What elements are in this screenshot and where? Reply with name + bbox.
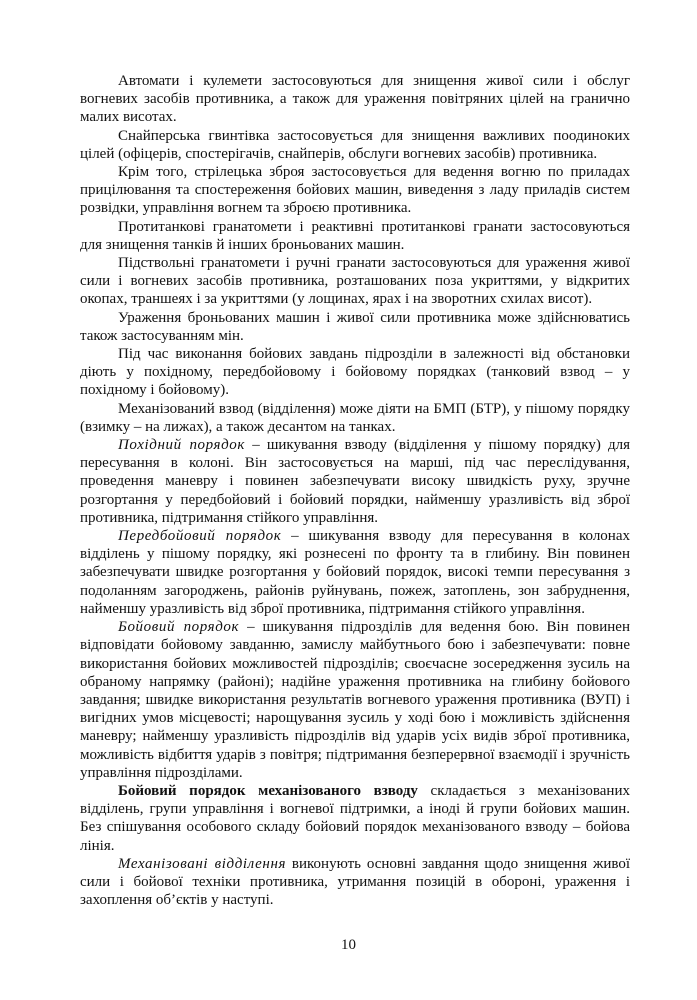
paragraph [80,400,630,436]
paragraph-text: Підствольні гранатомети і ручні гранати застосовуються для ураження живої сили і вогневих засобів противника, розташованих поза укриттями, у відкритих окопах, траншеях і за укриттями (у лощинах, ярах і на зворотних схилах висот). [80,255,630,308]
paragraph-text: Протитанкові гранатомети і реактивні протитанкові гранати застосовуються для знищення танків й інших броньованих машин. [80,218,630,253]
paragraph [80,163,630,218]
term-italic: Похідний порядок [118,437,246,454]
paragraph-march-order [80,436,630,527]
paragraph [80,218,630,254]
term-italic: Передбойовий порядок [118,528,282,545]
paragraph [80,345,630,400]
paragraph-text: Під час виконання бойових завдань підрозділи в залежності від обстановки діють у похідному, передбойовому і бойовому порядках (танковий взвод – у похідному і бойовому). [80,346,630,399]
paragraph-prebattle-order [80,527,630,618]
paragraph-text: Автомати і кулемети застосовуються для знищення живої сили і обслуг вогневих засобів противника, а також для ураження повітряних цілей на гранично малих висотах. [80,73,630,126]
paragraph [80,309,630,345]
paragraph-text: виконують основні завдання щодо знищення живої сили і бойової техніки противника, утримання позицій в обороні, ураження і захоплення об’єктів у наступі. [80,855,630,909]
body-text [80,72,630,909]
term-italic: Бойовий порядок [118,619,240,636]
paragraph [80,127,630,163]
paragraph-text: Крім того, стрілецька зброя застосовується для ведення вогню по приладах прицілювання та спостереження бойових машин, виведення з ладу приладів систем розвідки, управління вогнем та зброєю противника. [80,164,630,217]
paragraph-text: складається з механізованих відділень, групи управління і вогневої підтримки, а іноді й групи бойових машин. Без спішування особового складу бойовий порядок механізованого взводу – бойова лінія. [80,782,630,854]
paragraph-mechanized-squads [80,855,630,910]
page-number: 10 [341,937,356,953]
paragraph [80,254,630,309]
paragraph-platoon-battle-order [80,782,630,855]
paragraph-text: – шикування взводу (відділення у пішому порядку) для пересування в колоні. Він застосовується на марші, під час переслідування, проведення маневру і повинен забезпечувати високу швидкість руху, зручне розгортання у передбойовий і бойовий порядки, найменшу уразливість від зброї противника, підтримання стійкого управління. [80,437,630,526]
paragraph-text: Снайперська гвинтівка застосовується для знищення важливих поодиноких цілей (офіцерів, спостерігачів, снайперів, обслуги вогневих засобів) противника. [80,127,630,162]
paragraph-text: – шикування підрозділів для ведення бою. Він повинен відповідати бойовому завданню, замислу майбутнього бою і забезпечувати: повне використання бойових можливостей підрозділів; своєчасне зосередження зусиль на обраному напрямку (районі); надійне ураження противника на глибину бойового завдання; швидке використання результатів вогневого ураження противника (ВУП) і вигідних умов місцевості; нарощування зусиль у ході бою і можливість здійснення маневру; найменшу уразливість підрозділів від ударів усіх видів зброї противника, можливість відбиття ударів з повітря; підтримання безперервної взаємодії і зручність управління підрозділами. [80,619,630,781]
paragraph-text: Ураження броньованих машин і живої сили противника може здійснюватись також застосуванням мін. [80,309,630,344]
paragraph-text: Механізований взвод (відділення) може діяти на БМП (БТР), у пішому порядку (взимку – на лижах), а також десантом на танках. [80,400,630,435]
paragraph-battle-order [80,618,630,782]
term-bold: Бойовий порядок механізованого взводу [118,782,418,799]
paragraph-text: – шикування взводу для пересування в колонах відділень у пішому порядку, які рознесені по фронту та в глибину. Він повинен забезпечувати швидке розгортання у бойовий порядок, високі темпи пересування з подоланням загороджень, районів руйнувань, пожеж, затоплень, зон забруднення, найменшу уразливість від зброї противника, підтримання стійкого управління. [80,528,630,617]
term-italic: Механізовані відділення [118,855,287,872]
paragraph [80,72,630,127]
